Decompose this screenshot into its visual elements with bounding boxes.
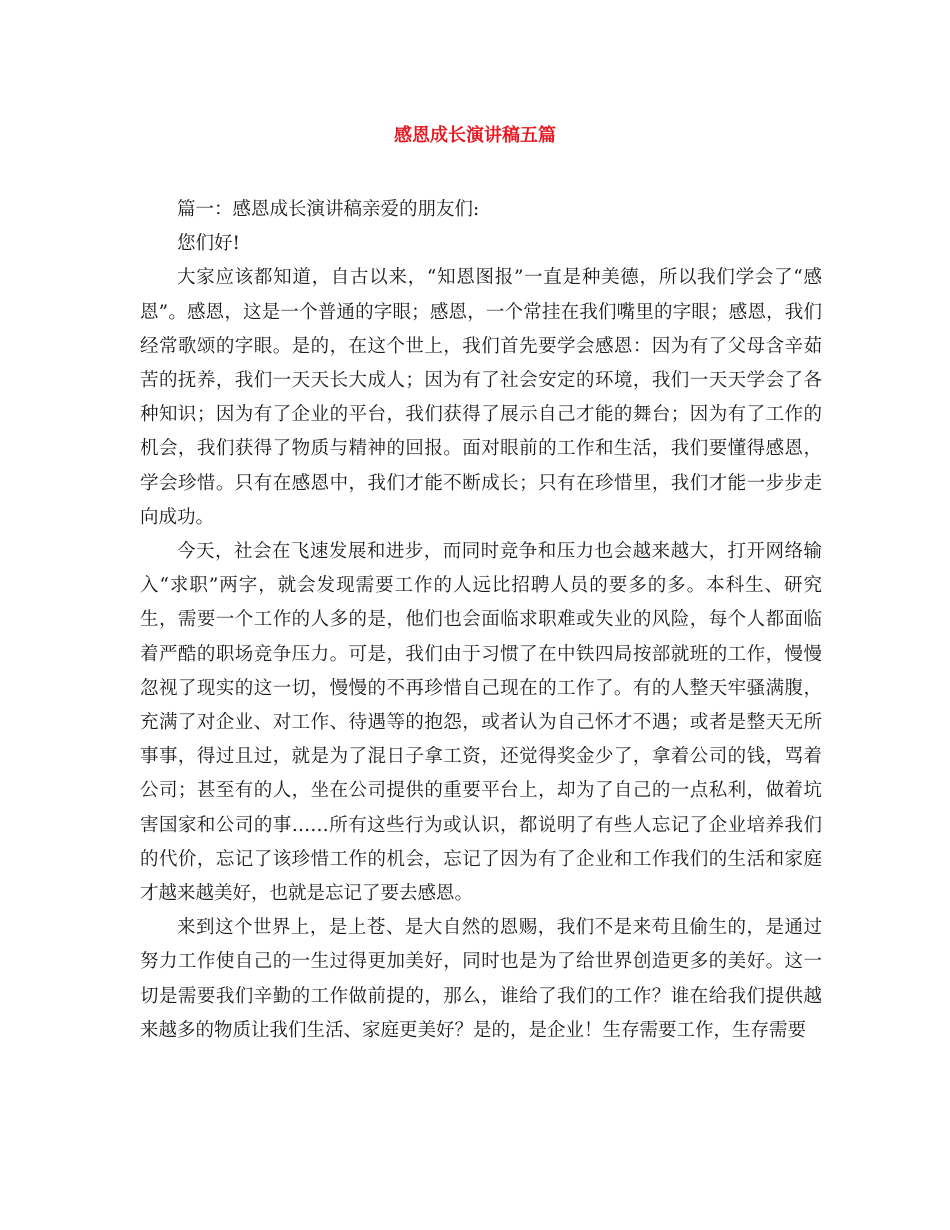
- document-title: 感恩成长演讲稿五篇: [394, 125, 556, 146]
- document-body: [140, 193, 822, 1048]
- paragraph-heading: 篇一：感恩成长演讲稿亲爱的朋友们:: [177, 199, 480, 220]
- paragraph: 大家应该都知道，自古以来，“知恩图报”一直是种美德，所以我们学会了“感恩”。感恩，这是一个普通的字眼；感恩，一个常挂在我们嘴里的字眼；感恩，我们经常歌颂的字眼。是的，在这个世上，我们首先要学会感恩：因为有了父母含辛茹苦的抚养，我们一天天长大成人；因为有了社会安定的环境，我们一天天学会了各种知识；因为有了企业的平台，我们获得了展示自己才能的舞台；因为有了工作的机会，我们获得了物质与精神的回报。面对眼前的工作和生活，我们要懂得感恩，学会珍惜。只有在感恩中，我们才能不断成长；只有在珍惜里，我们才能一步步走向成功。: [140, 267, 822, 528]
- paragraph-greeting: 您们好!: [177, 233, 240, 255]
- paragraph: 今天，社会在飞速发展和进步，而同时竞争和压力也会越来越大，打开网络输入“求职”两字，就会发现需要工作的人远比招聘人员的要多的多。本科生、研究生，需要一个工作的人多的是，他们也会面临求职难或失业的风险，每个人都面临着严酷的职场竞争压力。可是，我们由于习惯了在中铁四局按部就班的工作，慢慢忽视了现实的这一切，慢慢的不再珍惜自己现在的工作了。有的人整天牢骚满腹，充满了对企业、对工作、待遇等的抱怨，或者认为自己怀才不遇；或者是整天无所事事，得过且过，就是为了混日子拿工资，还觉得奖金少了，拿着公司的钱，骂着公司；甚至有的人，坐在公司提供的重要平台上，却为了自己的一点私利，做着坑害国家和公司的事……所有这些行为或认识，都说明了有些人忘记了企业培养我们的代价，忘记了该珍惜工作的机会，忘记了因为有了企业和工作我们的生活和家庭才越来越美好，也就是忘记了要去感恩。: [140, 541, 822, 905]
- paragraph: 来到这个世界上，是上苍、是大自然的恩赐，我们不是来苟且偷生的，是通过努力工作使自己的一生过得更加美好，同时也是为了给世界创造更多的美好。这一切是需要我们辛勤的工作做前提的，那么，谁给了我们的工作？谁在给我们提供越来越多的物质让我们生活、家庭更美好？是的，是企业！生存需要工作，生存需要: [140, 917, 822, 1041]
